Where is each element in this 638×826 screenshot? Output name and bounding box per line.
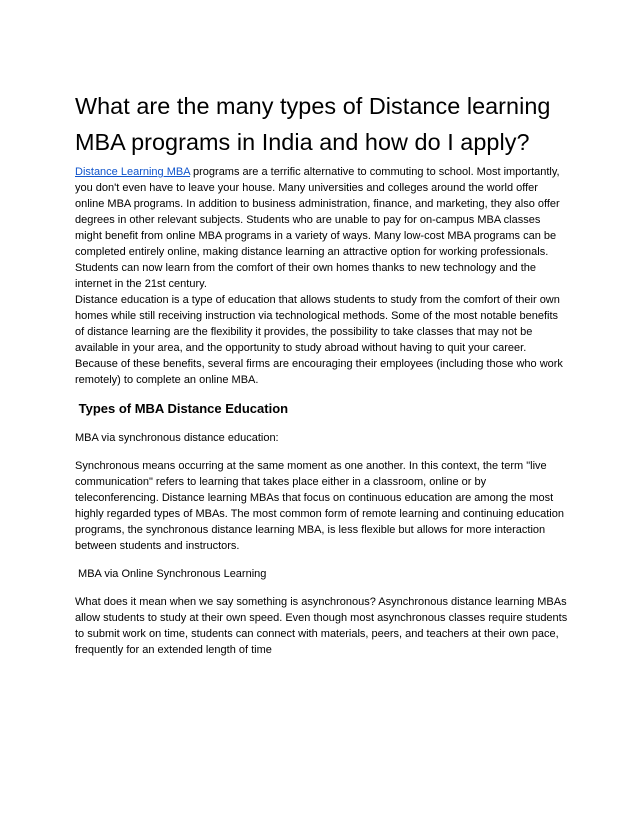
subheading-synchronous: MBA via synchronous distance education: [75,432,279,444]
subheading-online-synchronous: MBA via Online Synchronous Learning [75,568,267,580]
asynchronous-paragraph: What does it mean when we say something is asynchronous? Asynchronous distance learning MBAs allow students to study at their own speed. Even though most asynchronous classes require students to submit work on time, students can connect with materials, peers, and teachers at their own pace, frequently for an extended length of time [75,596,568,656]
intro-text: programs are a terrific alternative to commuting to school. Most importantly, you don't even have to leave your house. Many universities and colleges around the world offer online MBA programs. In addition to business administration, finance, and marketing, they also offer degrees in other relevant subjects. Students who are unable to pay for on-campus MBA classes might benefit from online MBA programs in a variety of ways. Many low-cost MBA programs can be completed entirely online, making distance learning an attractive option for working professionals. Students can now learn from the comfort of their own homes thanks to new technology and the internet in the 21st century. [75,166,560,290]
page-title: What are the many types of Distance learning MBA programs in India and how do I apply? [75,93,551,155]
distance-education-paragraph: Distance education is a type of education that allows students to study from the comfort of their own homes while still receiving instruction via technological methods. Some of the most notable benefits of distance learning are the flexibility it provides, the possibility to take classes that may not be available in your area, and the opportunity to study abroad without having to quit your career. Because of these benefits, several firms are encouraging their employees (including those who work remotely) to complete an online MBA. [75,294,563,386]
document-page [75,88,569,658]
section-heading-types: Types of MBA Distance Education [75,401,289,416]
synchronous-paragraph: Synchronous means occurring at the same moment as one another. In this context, the term "live communication" refers to learning that takes place either in a classroom, online or by teleconferencing. Distance learning MBAs that focus on continuous education are among the most highly regarded types of MBAs. The most common form of remote learning and continuing education programs, the synchronous distance learning MBA, is less flexible but allows for more interaction between students and instructors. [75,460,564,552]
intro-paragraph [75,164,569,292]
distance-learning-mba-link[interactable]: Distance Learning MBA [75,166,190,178]
